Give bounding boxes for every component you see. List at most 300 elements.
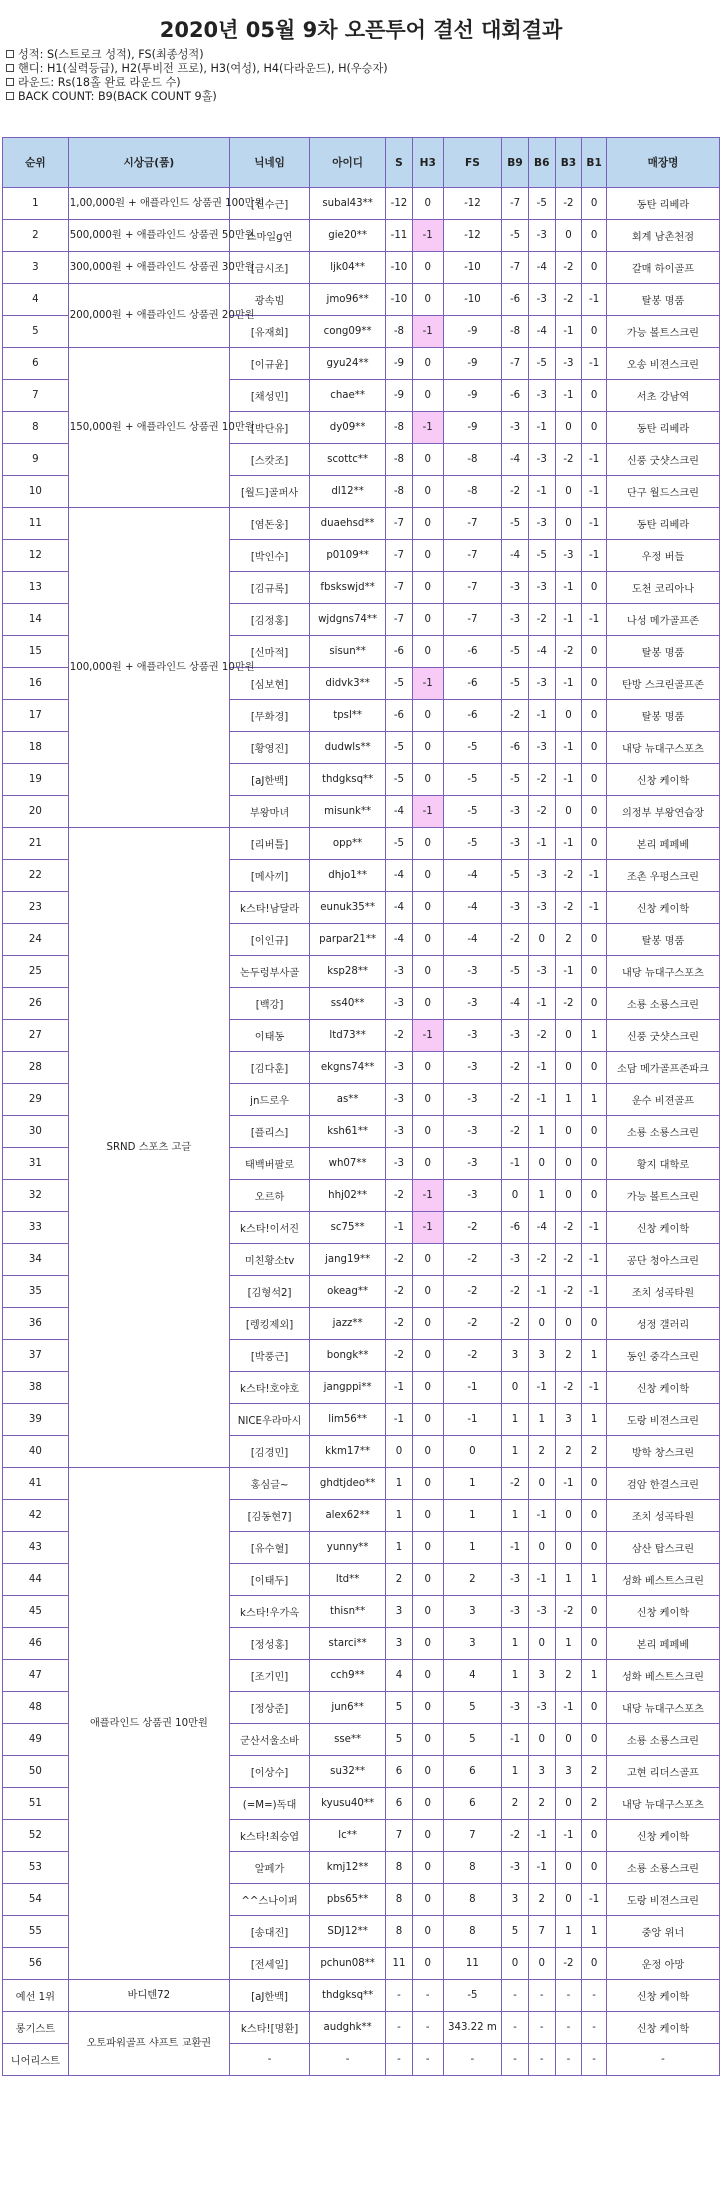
b1-cell: 0 [582,1308,607,1340]
b1-cell: 0 [582,1692,607,1724]
h3-handicap-cell: - [412,1980,443,2012]
prize-cell: 오토파워골프 샤프트 교환권 [68,2012,229,2076]
b1-cell: 0 [582,1852,607,1884]
store-name-cell: 고현 리더스골프 [606,1756,719,1788]
col-b9-header: B9 [502,138,529,188]
nickname-cell: k스타![명환] [230,2012,310,2044]
rank-cell: 23 [3,892,69,924]
stroke-cell: 3 [386,1596,413,1628]
rank-cell: 48 [3,1692,69,1724]
b1-cell: 1 [582,1020,607,1052]
rank-cell: 46 [3,1628,69,1660]
rank-cell: 50 [3,1756,69,1788]
nickname-cell: 광속빔 [230,284,310,316]
user-id-cell: pchun08** [310,1948,386,1980]
final-score-cell: -3 [443,1084,502,1116]
stroke-cell: -12 [386,188,413,220]
stroke-cell: 5 [386,1724,413,1756]
nickname-cell: [김정홍] [230,604,310,636]
final-score-cell: -7 [443,508,502,540]
user-id-cell: as** [310,1084,386,1116]
user-id-cell: duaehsd** [310,508,386,540]
rank-cell: 44 [3,1564,69,1596]
nickname-cell: [정상준] [230,1692,310,1724]
store-name-cell: 황지 대학로 [606,1148,719,1180]
final-score-cell: -9 [443,316,502,348]
stroke-cell: -2 [386,1308,413,1340]
table-row [3,1980,720,2012]
final-score-cell: -1 [443,1404,502,1436]
b3-cell: -2 [555,1276,582,1308]
final-score-cell: 0 [443,1436,502,1468]
b9-cell: -3 [502,412,529,444]
b3-cell: 0 [555,1308,582,1340]
store-name-cell: 탈봉 명품 [606,284,719,316]
user-id-cell: thisn** [310,1596,386,1628]
b6-cell: -1 [528,1084,555,1116]
b1-cell: 0 [582,636,607,668]
h3-handicap-cell: 0 [412,1116,443,1148]
store-name-cell: 소룡 소룡스크린 [606,1852,719,1884]
col-h3-header: H3 [412,138,443,188]
store-name-cell: 내당 뉴대구스포츠 [606,1692,719,1724]
final-score-cell: 1 [443,1532,502,1564]
b6-cell: -1 [528,1276,555,1308]
b9-cell: - [502,1980,529,2012]
b9-cell: -3 [502,1852,529,1884]
final-score-cell: -9 [443,380,502,412]
b6-cell: 2 [528,1436,555,1468]
b6-cell: -4 [528,636,555,668]
nickname-cell: [전세일] [230,1948,310,1980]
rank-cell: 19 [3,764,69,796]
b3-cell: -2 [555,892,582,924]
b9-cell: -3 [502,796,529,828]
nickname-cell: [aJ한백] [230,1980,310,2012]
legend-note [6,76,720,90]
prize-cell: SRND 스포츠 고글 [68,828,229,1468]
user-id-cell: misunk** [310,796,386,828]
stroke-cell: -6 [386,700,413,732]
h3-handicap-cell: 0 [412,1372,443,1404]
user-id-cell: parpar21** [310,924,386,956]
store-name-cell: 탈봉 명품 [606,700,719,732]
nickname-cell: 군산서울소바 [230,1724,310,1756]
col-s-header: S [386,138,413,188]
table-row [3,2012,720,2044]
b3-cell: -2 [555,1596,582,1628]
checkbox-icon [6,50,14,58]
b3-cell: -1 [555,572,582,604]
b9-cell: 1 [502,1660,529,1692]
user-id-cell: kmj12** [310,1852,386,1884]
final-score-cell: -8 [443,476,502,508]
final-score-cell: -5 [443,828,502,860]
stroke-cell: -2 [386,1020,413,1052]
col-store-header: 매장명 [606,138,719,188]
store-name-cell: 도랑 비젼스크린 [606,1404,719,1436]
nickname-cell: [신마적] [230,636,310,668]
user-id-cell: wjdgns74** [310,604,386,636]
b6-cell: -1 [528,700,555,732]
final-score-cell: 8 [443,1852,502,1884]
b6-cell: 0 [528,1724,555,1756]
rank-cell: 41 [3,1468,69,1500]
legend-note-text: 핸디: H1(실력등급), H2(투비전 프로), H3(여성), H4(다라운드), H(우승자) [18,62,388,75]
stroke-cell: -6 [386,636,413,668]
h3-handicap-cell: 0 [412,1500,443,1532]
user-id-cell: scottc** [310,444,386,476]
rank-cell: 20 [3,796,69,828]
b9-cell: -2 [502,1052,529,1084]
b6-cell: 2 [528,1884,555,1916]
b3-cell: 0 [555,1116,582,1148]
b9-cell: -3 [502,572,529,604]
b6-cell: -5 [528,540,555,572]
b6-cell: -1 [528,412,555,444]
nickname-cell: [이태두] [230,1564,310,1596]
h3-handicap-cell: 0 [412,540,443,572]
b9-cell: -4 [502,988,529,1020]
b1-cell: -1 [582,348,607,380]
table-row [3,252,720,284]
b1-cell: 0 [582,188,607,220]
b3-cell: 1 [555,1084,582,1116]
stroke-cell: -4 [386,924,413,956]
b1-cell: - [582,1980,607,2012]
col-b6-header: B6 [528,138,555,188]
final-score-cell: -10 [443,284,502,316]
stroke-cell: -3 [386,1116,413,1148]
h3-handicap-cell: 0 [412,1244,443,1276]
b6-cell: -3 [528,956,555,988]
store-name-cell: 신풍 굿샷스크린 [606,1020,719,1052]
user-id-cell: didvk3** [310,668,386,700]
b1-cell: 0 [582,668,607,700]
page-title: 2020년 05월 9차 오픈투어 결선 대회결과 [159,18,563,42]
b1-cell: 0 [582,252,607,284]
b3-cell: -2 [555,284,582,316]
rank-cell: 42 [3,1500,69,1532]
b6-cell: -3 [528,220,555,252]
store-name-cell: 신창 케이학 [606,1980,719,2012]
b9-cell: -3 [502,1564,529,1596]
stroke-cell: 11 [386,1948,413,1980]
stroke-cell: -7 [386,508,413,540]
b3-cell: 0 [555,1852,582,1884]
b6-cell: -3 [528,380,555,412]
user-id-cell: ghdtjdeo** [310,1468,386,1500]
rank-cell: 47 [3,1660,69,1692]
user-id-cell: lim56** [310,1404,386,1436]
rank-cell: 54 [3,1884,69,1916]
rank-cell: 6 [3,348,69,380]
b9-cell: 3 [502,1340,529,1372]
h3-handicap-cell: 0 [412,956,443,988]
b1-cell: 1 [582,1564,607,1596]
store-name-cell: 조치 성곡타원 [606,1276,719,1308]
b9-cell: -2 [502,1820,529,1852]
b3-cell: 1 [555,1628,582,1660]
store-name-cell: 내당 뉴대구스포츠 [606,956,719,988]
stroke-cell: -2 [386,1180,413,1212]
b6-cell: - [528,1980,555,2012]
h3-handicap-cell: - [412,2044,443,2076]
nickname-cell: 오르하 [230,1180,310,1212]
b6-cell: -3 [528,508,555,540]
b1-cell: 0 [582,1948,607,1980]
b3-cell: -1 [555,764,582,796]
b1-cell: 1 [582,1340,607,1372]
stroke-cell: -10 [386,252,413,284]
table-row [3,1468,720,1500]
store-name-cell: 신풍 굿샷스크린 [606,444,719,476]
b9-cell: 0 [502,1372,529,1404]
b1-cell: 0 [582,1596,607,1628]
store-name-cell: 소담 메가골프존파크 [606,1052,719,1084]
b1-cell: 2 [582,1436,607,1468]
table-row [3,284,720,316]
b3-cell: -2 [555,1948,582,1980]
rank-cell: 22 [3,860,69,892]
b1-cell: 0 [582,412,607,444]
rank-cell: 26 [3,988,69,1020]
h3-handicap-cell: -1 [412,316,443,348]
b9-cell: 1 [502,1404,529,1436]
b6-cell: 1 [528,1180,555,1212]
final-score-cell: 8 [443,1916,502,1948]
stroke-cell: -7 [386,572,413,604]
user-id-cell: bongk** [310,1340,386,1372]
b1-cell: -1 [582,284,607,316]
nickname-cell: 홍심글~ [230,1468,310,1500]
b6-cell: -2 [528,1020,555,1052]
b3-cell: -1 [555,828,582,860]
stroke-cell: -3 [386,1084,413,1116]
legend-note [6,90,720,104]
b9-cell: -5 [502,636,529,668]
stroke-cell: 2 [386,1564,413,1596]
rank-cell: 3 [3,252,69,284]
stroke-cell: 3 [386,1628,413,1660]
user-id-cell: sc75** [310,1212,386,1244]
stroke-cell: 0 [386,1436,413,1468]
nickname-cell: [박인수] [230,540,310,572]
final-score-cell: -8 [443,444,502,476]
stroke-cell: -8 [386,444,413,476]
user-id-cell: kkm17** [310,1436,386,1468]
b3-cell: -2 [555,1372,582,1404]
b3-cell: 0 [555,220,582,252]
stroke-cell: 1 [386,1500,413,1532]
stroke-cell: -2 [386,1244,413,1276]
h3-handicap-cell: 0 [412,700,443,732]
nickname-cell: [이규윤] [230,348,310,380]
user-id-cell: ss40** [310,988,386,1020]
h3-handicap-cell: 0 [412,1692,443,1724]
b9-cell: -4 [502,444,529,476]
b9-cell: 1 [502,1628,529,1660]
b3-cell: 0 [555,1724,582,1756]
b9-cell: -5 [502,860,529,892]
h3-handicap-cell: 0 [412,188,443,220]
stroke-cell: -8 [386,476,413,508]
rank-cell: 37 [3,1340,69,1372]
h3-handicap-cell: 0 [412,988,443,1020]
prize-cell: 1,00,000원 + 애플라인드 상품권 100만원 [68,188,229,220]
stroke-cell: 7 [386,1820,413,1852]
b1-cell: 0 [582,1148,607,1180]
h3-handicap-cell: 0 [412,252,443,284]
b9-cell: - [502,2012,529,2044]
table-header-row [3,138,720,188]
h3-handicap-cell: -1 [412,412,443,444]
b3-cell: 3 [555,1756,582,1788]
b1-cell: 0 [582,220,607,252]
b3-cell: 0 [555,508,582,540]
b9-cell: -2 [502,1084,529,1116]
store-name-cell: - [606,2044,719,2076]
b9-cell: -1 [502,1724,529,1756]
user-id-cell: - [310,2044,386,2076]
store-name-cell: 중앙 위너 [606,1916,719,1948]
h3-handicap-cell: 0 [412,1468,443,1500]
h3-handicap-cell: 0 [412,1820,443,1852]
b1-cell: -1 [582,604,607,636]
b9-cell: - [502,2044,529,2076]
store-name-cell: 본리 페페베 [606,1628,719,1660]
b1-cell: -1 [582,892,607,924]
rank-cell: 52 [3,1820,69,1852]
b1-cell: 0 [582,1500,607,1532]
rank-cell: 5 [3,316,69,348]
b3-cell: 2 [555,1340,582,1372]
user-id-cell: audghk** [310,2012,386,2044]
h3-handicap-cell: 0 [412,1436,443,1468]
stroke-cell: -3 [386,956,413,988]
final-score-cell: -1 [443,1372,502,1404]
nickname-cell: [리버틀] [230,828,310,860]
nickname-cell: [이상수] [230,1756,310,1788]
b3-cell: 0 [555,412,582,444]
b1-cell: 0 [582,1532,607,1564]
stroke-cell: 1 [386,1532,413,1564]
b6-cell: -5 [528,188,555,220]
final-score-cell: -7 [443,572,502,604]
final-score-cell: -4 [443,892,502,924]
store-name-cell: 탈봉 명품 [606,924,719,956]
b1-cell: -1 [582,1212,607,1244]
store-name-cell: 검암 한결스크린 [606,1468,719,1500]
store-name-cell: 조치 성곡타원 [606,1500,719,1532]
nickname-cell: [스캇조] [230,444,310,476]
h3-handicap-cell: 0 [412,476,443,508]
b9-cell: -8 [502,316,529,348]
nickname-cell: [황영진] [230,732,310,764]
b6-cell: -2 [528,764,555,796]
h3-handicap-cell: 0 [412,284,443,316]
store-name-cell: 오송 비젼스크린 [606,348,719,380]
stroke-cell: -5 [386,828,413,860]
final-score-cell: -7 [443,540,502,572]
store-name-cell: 탈봉 명품 [606,636,719,668]
b6-cell: 0 [528,1628,555,1660]
h3-handicap-cell: 0 [412,1404,443,1436]
user-id-cell: thdgksq** [310,1980,386,2012]
final-score-cell: 343.22 m [443,2012,502,2044]
b3-cell: -2 [555,444,582,476]
user-id-cell: ksp28** [310,956,386,988]
h3-handicap-cell: 0 [412,1148,443,1180]
stroke-cell: 8 [386,1852,413,1884]
nickname-cell: [유수혈] [230,1532,310,1564]
nickname-cell: [메사끼] [230,860,310,892]
store-name-cell: 단구 월드스크린 [606,476,719,508]
final-score-cell: -7 [443,604,502,636]
b6-cell: -3 [528,1596,555,1628]
h3-handicap-cell: 0 [412,1084,443,1116]
nickname-cell: [송대진] [230,1916,310,1948]
b9-cell: -2 [502,1276,529,1308]
b9-cell: -2 [502,924,529,956]
b9-cell: -6 [502,1212,529,1244]
b9-cell: -3 [502,828,529,860]
b6-cell: 2 [528,1788,555,1820]
rank-cell: 14 [3,604,69,636]
b9-cell: 1 [502,1756,529,1788]
user-id-cell: gyu24** [310,348,386,380]
rank-cell: 10 [3,476,69,508]
b6-cell: -3 [528,284,555,316]
final-score-cell: -9 [443,412,502,444]
b1-cell: 0 [582,1180,607,1212]
b3-cell: - [555,2044,582,2076]
b6-cell: 3 [528,1340,555,1372]
nickname-cell: [김다훈] [230,1052,310,1084]
b9-cell: -5 [502,220,529,252]
b3-cell: 0 [555,796,582,828]
h3-handicap-cell: 0 [412,1756,443,1788]
b3-cell: 0 [555,476,582,508]
rank-cell: 롱기스트 [3,2012,69,2044]
store-name-cell: 내당 뉴대구스포츠 [606,1788,719,1820]
col-rank-header: 순위 [3,138,69,188]
final-score-cell: -5 [443,796,502,828]
store-name-cell: 신창 케이학 [606,764,719,796]
nickname-cell: [김규록] [230,572,310,604]
b9-cell: 1 [502,1436,529,1468]
b9-cell: -2 [502,700,529,732]
final-score-cell: -4 [443,860,502,892]
user-id-cell: ltd** [310,1564,386,1596]
rank-cell: 예선 1위 [3,1980,69,2012]
b9-cell: -2 [502,1116,529,1148]
final-score-cell: 3 [443,1596,502,1628]
stroke-cell: 6 [386,1756,413,1788]
final-score-cell: 3 [443,1628,502,1660]
h3-handicap-cell: 0 [412,1724,443,1756]
final-score-cell: -3 [443,1052,502,1084]
b1-cell: -1 [582,1276,607,1308]
nickname-cell: jn드로우 [230,1084,310,1116]
h3-handicap-cell: 0 [412,892,443,924]
b1-cell: 1 [582,1660,607,1692]
user-id-cell: dhjo1** [310,860,386,892]
b6-cell: -1 [528,988,555,1020]
rank-cell: 16 [3,668,69,700]
store-name-cell: 공단 청아스크린 [606,1244,719,1276]
h3-handicap-cell: 0 [412,380,443,412]
